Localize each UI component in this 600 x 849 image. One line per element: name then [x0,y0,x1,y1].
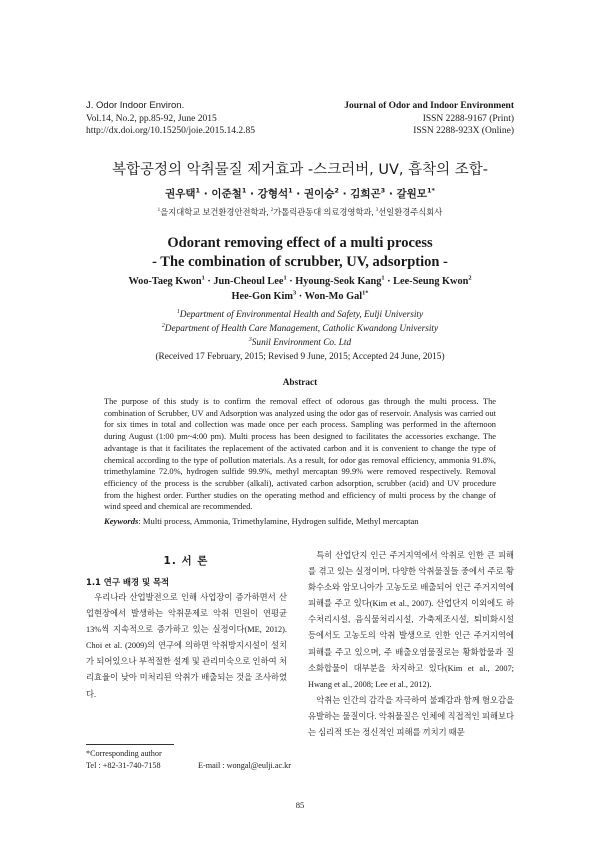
affiliation-text: 선일환경주식회사 [378,208,443,217]
affiliation-line [0,322,600,336]
affiliation-line [0,308,600,322]
abstract-heading: Abstract [282,378,318,388]
author-name: Jun-Cheoul Lee [213,276,284,287]
received-dates: (Received 17 February, 2015; Revised 9 June, 2015; Accepted 24 June, 2015) [155,352,445,362]
section-heading: 1. 서 론 [163,555,209,567]
author-affil-mark: 1 [381,274,385,282]
author-list-english [0,275,600,304]
affiliation-text: Department of Health Care Management, Catholic Kwandong University [164,324,439,334]
paper-title-english [0,234,600,272]
abstract-body: The purpose of this study is to confirm the removal effect of odorous gas through the multi process. The combination of Scrubber, UV and Adsorption was analyzed using the odor gas of reservoir. Analysis was carried out for six times in total and collection was made once per each process. Sampling was performed in the afternoon during August (1:00 pm~4:00 pm). Multi process has been designed to facilitates the accessories exchange. The advantage is that it facilitates the replacement of the activated carbon and it is convenient to change the type of chemical according to the type of pollution materials. As a result, for odor gas removal efficiency, ammonia 91.8%, trimethylamine 72.0%, hydrogen sulfide 99.9%, methyl mercaptan 99.9% were removed respectively. Removal efficiency of the process is the scrubber (alkali), activated carbon adsorption, scrubber (acid) and UV procedure from the highest order. Further studies on the operating method and efficiency of multi process by the change of wind speed and chemical are recommended. [104,397,496,512]
author-list-korean: 권우택$^1$ · 이준철$^1$ · 강형석$^1$ · 권이승$^2$ · 김희곤$^3$ · 갈원모$^{1*}$ [165,186,435,200]
affiliation-korean [0,206,600,218]
issn-print: ISSN 2288-9167 (Print) [422,113,514,124]
body-column-left [86,590,287,703]
author-name: 권이승 [303,188,335,200]
author-affil-mark: 1 [195,186,201,195]
paragraph: 특히 산업단지 인근 주거지역에서 악취로 인한 큰 피해를 겪고 있는 실정이며, 다양한 악취물질들 중에서 주로 황화수소와 암모니아가 고농도로 배출되어 인근 주거지역에 피해를 주고 있다(Kim et al., 2007). 산업단지 이외에도 하수처리시설, 음식물처리시설, 가축제조시설, 퇴비화시설 등에서도 고농도의 악취 발생으로 인한 인근 주거지역에 피해를 주고 있으며, 주 배출오염물질로는 황화합물과 질소화합물이 대부분을 차지하고 있다(Kim et al., 2007; Hwang et al., 2008; Lee et al., 2012). [308,551,514,689]
author-name: 강형석 [257,188,289,200]
paper-title-korean: 복합공정의 악취물질 제거효과 -스크러버, UV, 흡착의 조합- [111,162,489,178]
body-column-right [308,548,514,741]
author-affil-mark: 1 [241,186,247,195]
author-name: 갈원모 [396,188,427,200]
author-name: Won-Mo Gal [304,290,363,302]
telephone: Tel : +82-31-740-7158 [86,761,161,770]
corresponding-author-note: *Corresponding author [86,749,162,758]
subtitle-line: - The combination of scrubber, UV, adsorption - [152,254,448,270]
author-affil-mark: 3 [380,186,386,195]
journal-header-right [344,100,514,138]
author-affil-mark: 2 [334,186,339,195]
footnote-rule [86,744,174,745]
affil-mark: 1 [157,207,161,214]
affil-mark: 2 [161,322,165,329]
author-affil-mark: 1 [283,274,287,282]
author-name: 권우택 [165,188,196,200]
paragraph: 우리나라 산업발전으로 인해 사업장이 증가하면서 산업현장에서 발생하는 악취문제로 악취 민원이 연평균 13%씩 지속적으로 증가하고 있는 실정이다(ME, 2012). Choi et al. (2009)의 연구에 의하면 악취방지시설이 설치가 되어있으나 부적절한 설계 및 관리미숙으로 인하여 처리효율이 낮아 미처리된 악취가 배출되는 것을 조사하였다. [86,593,287,699]
affiliation-english [0,308,600,350]
journal-abbreviation: J. Odor Indoor Environ. [86,100,185,111]
author-line: Woo-Taeg Kwon$^1$ · Jun-Cheoul Lee$^1$ · Hyoung-Seok Kang$^1$ · Lee-Seung Kwon$^2$ [128,274,472,287]
author-affil-mark: 3 [293,289,297,297]
author-affil-mark: 1* [362,289,369,297]
journal-name: Journal of Odor and Indoor Environment [344,101,514,111]
author-affil-mark: 1* [426,186,435,195]
author-affil-mark: 1 [288,186,293,195]
author-affil-mark: 2 [468,274,472,282]
issn-online: ISSN 2288-923X (Online) [413,126,514,136]
author-name: 김희곤 [350,188,381,200]
affiliation-text: 을지대학교 보건환경안전학과, [160,208,271,217]
keywords-label: Keywords [104,516,139,526]
page-number: 85 [295,800,305,810]
journal-header-left [86,100,255,138]
doi-link[interactable]: http://dx.doi.org/10.15250/joie.2015.14.2.85 [86,126,255,136]
author-name: Hee-Gon Kim [231,290,294,302]
keywords [104,516,496,526]
volume-info: Vol.14, No.2, pp.85-92, June 2015 [86,113,217,124]
author-name: Hyoung-Seok Kang [295,276,382,287]
affil-mark: 3 [375,207,379,214]
author-name: Woo-Taeg Kwon [128,276,202,287]
affiliation-text: 가톨릭관동대 의료경영학과, [273,208,376,217]
email-address[interactable]: E-mail : wongal@eulji.ac.kr [197,761,291,770]
contact-info [86,761,291,770]
author-name: Lee-Seung Kwon [393,276,469,287]
subsection-heading: 1.1 연구 배경 및 목적 [86,577,170,587]
title-line: Odorant removing effect of a multi process [167,235,433,251]
author-name: 이준철 [211,188,242,200]
affiliation-text: Department of Environmental Health and Safety, Eulji University [179,310,424,320]
keywords-list: : Multi process, Ammonia, Trimethylamine, Hydrogen sulfide, Methyl mercaptan [138,516,419,526]
author-line: Hee-Gon Kim$^3$ · Won-Mo Gal$^{1*}$ [231,289,369,302]
affiliation-line [0,336,600,350]
affil-mark: 3 [248,336,252,343]
affil-mark: 1 [176,308,180,315]
paragraph: 악취는 인간의 감각을 자극하여 불쾌감과 함께 혐오감을 유발하는 물질이다. 악취물질은 인체에 직접적인 피해보다는 심리적 또는 정신적인 피해를 끼치기 때문 [308,695,514,738]
affiliation-text: Sunil Environment Co. Ltd [251,338,352,348]
author-affil-mark: 1 [201,274,205,282]
affil-mark: 2 [270,207,274,214]
